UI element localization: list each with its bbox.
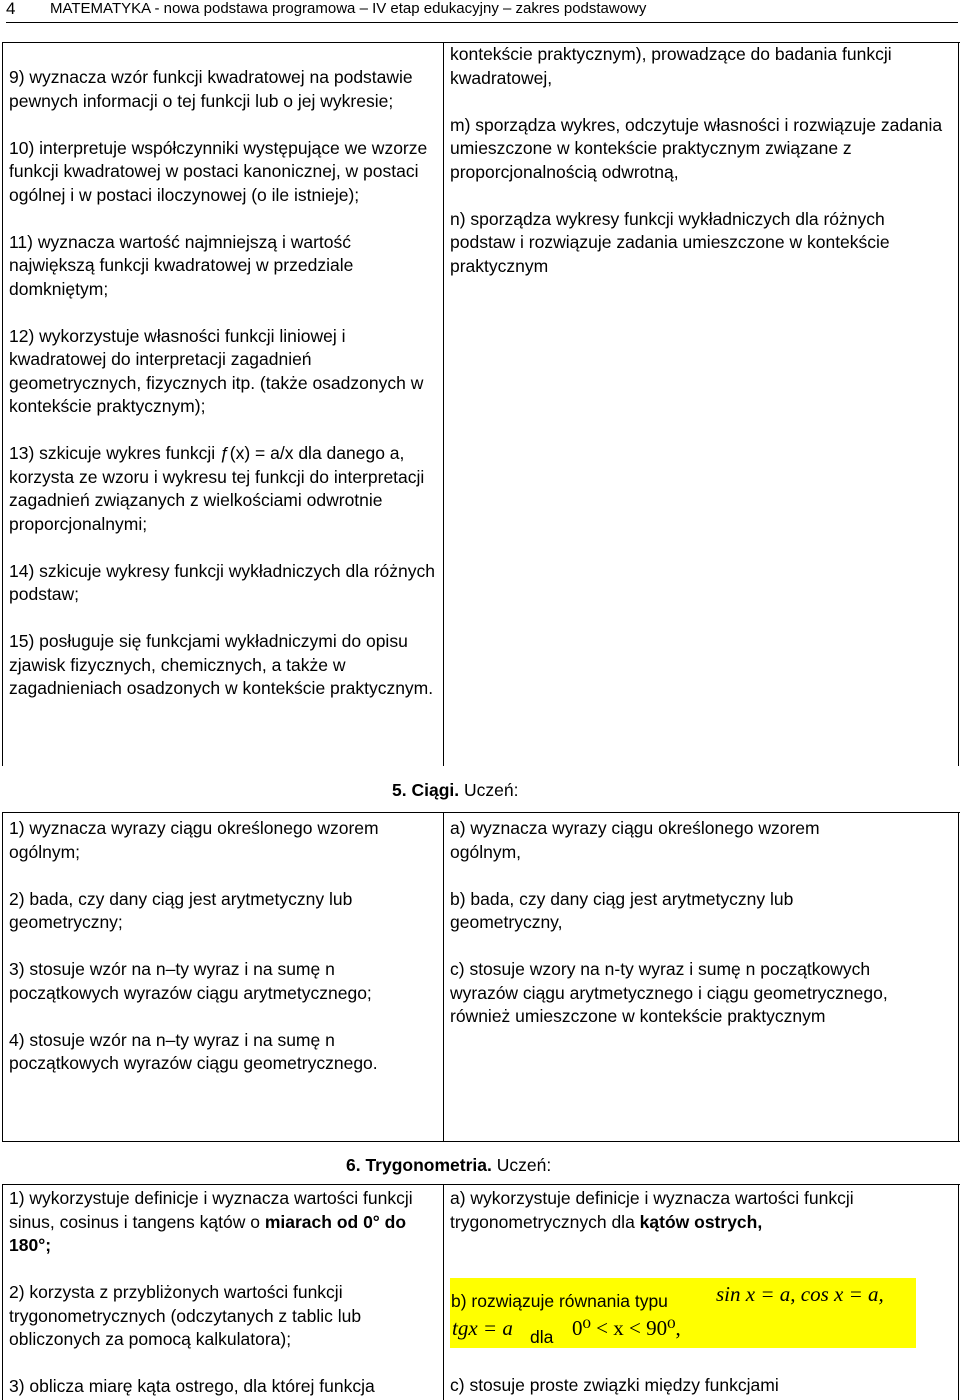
- page-number: 4: [6, 0, 16, 18]
- item-text: a) wykorzystuje definicje i wyznacza wartości funkcji trygonometrycznych dla: [450, 1188, 854, 1232]
- dla-label: dla: [530, 1327, 554, 1347]
- section-title-rest: Uczeń:: [459, 780, 519, 800]
- list-item: 2) bada, czy dany ciąg jest arytmetyczny lub geometryczny;: [9, 888, 353, 932]
- item-text: 1) wykorzystuje definicje i wyznacza wartości funkcji sinus, cosinus i tangens kątów o: [9, 1188, 413, 1232]
- header-title: MATEMATYKA - nowa podstawa programowa – IV etap edukacyjny – zakres podstawowy: [50, 0, 647, 17]
- list-item: 14) szkicuje wykresy funkcji wykładniczych dla różnych podstaw;: [9, 560, 435, 604]
- list-item: [9, 1187, 429, 1258]
- sec4-left-border: [2, 42, 3, 766]
- list-item: 3) oblicza miarę kąta ostrego, dla której funkcja: [9, 1376, 375, 1396]
- list-item: b) bada, czy dany ciąg jest arytmetyczny lub geometryczny,: [450, 888, 794, 932]
- list-item: 3) stosuje wzór na n–ty wyraz i na sumę n początkowych wyrazów ciągu arytmetycznego;: [9, 959, 372, 1003]
- list-item: 4) stosuje wzór na n–ty wyraz i na sumę n początkowych wyrazów ciągu geometrycznego.: [9, 1029, 378, 1073]
- sec5-right-border: [958, 812, 959, 1142]
- sec6-mid-border: [443, 1184, 444, 1400]
- sec4-right-border: [958, 42, 959, 766]
- equation-sin-cos: sin x = a, cos x = a,: [716, 1282, 884, 1306]
- section-title-bold: 5. Ciągi.: [392, 780, 460, 800]
- sec5-mid-border: [443, 812, 444, 1142]
- list-item: 9) wyznacza wzór funkcji kwadratowej na podstawie pewnych informacji o tej funkcji lub o jej wykresie;: [9, 67, 413, 111]
- sec6-top-border: [2, 1184, 960, 1185]
- sec6-right-a: [450, 1187, 890, 1234]
- sec5-top-border: [2, 812, 960, 813]
- list-item: 1) wyznacza wyrazy ciągu określonego wzorem ogólnym;: [9, 818, 379, 862]
- equation-tg: tgx = a: [452, 1316, 513, 1340]
- sec4-right-column: [450, 43, 952, 278]
- list-item: a) wyznacza wyrazy ciągu określonego wzorem ogólnym,: [450, 818, 820, 862]
- sec6-right-border: [958, 1184, 959, 1400]
- range-expression: 0⁰ < x < 90⁰,: [572, 1316, 681, 1340]
- list-item: 2) korzysta z przybliżonych wartości funkcji trygonometrycznych (odczytanych z tablic lub obliczonych za pomocą kalkulatora);: [9, 1282, 362, 1349]
- item-bold: miarach od 0° do 180°;: [9, 1211, 407, 1255]
- sec6-right-b-label: b) rozwiązuje równania typu: [451, 1291, 668, 1311]
- list-item: 13) szkicuje wykres funkcji ƒ(x) = a/x dla danego a, korzysta ze wzoru i wykresu tej funkcji do interpretacji zagadnień związanych z wielkościami odwrotnie proporcjonalnymi;: [9, 443, 425, 534]
- sec5-left-column: [9, 817, 441, 1076]
- list-item: c) stosuje wzory na n-ty wyraz i sumę n początkowych wyrazów ciągu arytmetycznego i ciągu geometrycznego, również umieszczone w kontekście praktycznym: [450, 959, 888, 1026]
- list-item: kontekście praktycznym), prowadzące do badania funkcji kwadratowej,: [450, 44, 892, 88]
- sec5-right-column: [450, 817, 890, 1029]
- sec5-left-border: [2, 812, 3, 1142]
- sec4-mid-border: [443, 42, 444, 766]
- list-item: 15) posługuje się funkcjami wykładniczymi do opisu zjawisk fizycznych, chemicznych, a także w zagadnieniach osadzonych w kontekście praktycznym.: [9, 631, 434, 698]
- section-title-bold: 6. Trygonometria.: [346, 1155, 492, 1175]
- list-item: 12) wykorzystuje własności funkcji liniowej i kwadratowej do interpretacji zagadnień geometrycznych, fizycznych itp. (także osadzonych w kontekście praktycznym);: [9, 325, 424, 416]
- list-item: 10) interpretuje współczynniki występujące we wzorze funkcji kwadratowej w postaci kanonicznej, w postaci ogólnej i w postaci iloczynowej (o ile istnieje);: [9, 137, 428, 205]
- list-item: m) sporządza wykres, odczytuje własności i rozwiązuje zadania umieszczone w kontekście praktycznym związane z proporcjonalnością odwrotną,: [450, 114, 943, 182]
- list-item: n) sporządza wykresy funkcji wykładniczych dla różnych podstaw i rozwiązuje zadania umieszczone w kontekście praktycznym: [450, 208, 890, 276]
- section-title-trygonometria: [346, 1154, 551, 1178]
- sec6-left-border: [2, 1184, 3, 1400]
- section-title-ciagi: [392, 779, 518, 803]
- item-bold: kątów ostrych,: [639, 1211, 763, 1232]
- sec6-left-column: [9, 1187, 429, 1399]
- sec5-bottom-border: [2, 1141, 960, 1142]
- section-title-rest: Uczeń:: [491, 1155, 552, 1175]
- sec6-right-c: c) stosuje proste związki między funkcjami: [450, 1375, 779, 1395]
- sec4-left-column: [9, 66, 439, 701]
- page-header: [6, 0, 958, 23]
- list-item: 11) wyznacza wartość najmniejszą i wartość największą funkcji kwadratowej w przedziale domkniętym;: [9, 231, 354, 299]
